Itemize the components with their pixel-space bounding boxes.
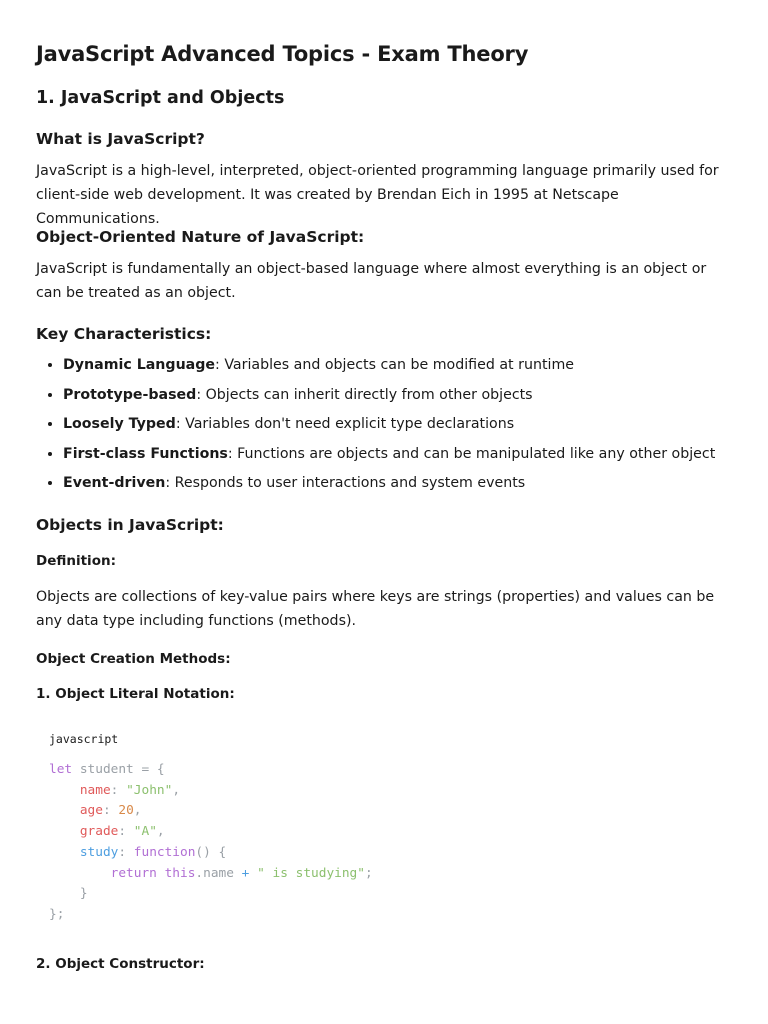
heading-what-is-javascript: What is JavaScript? (36, 130, 205, 148)
code-block (36, 722, 732, 946)
list-item-desc: : Objects can inherit directly from other objects (196, 386, 533, 403)
list-item-desc: : Variables and objects can be modified at runtime (215, 357, 574, 373)
code-token: 20 (118, 803, 134, 819)
heading-object-literal-notation: 1. Object Literal Notation: (36, 686, 235, 702)
list-item-desc: : Variables don't need explicit type declarations (175, 416, 515, 432)
code-token: "John" (126, 782, 173, 798)
list-item-term: Prototype-based (63, 386, 197, 403)
list-item (63, 410, 732, 440)
list-item-desc: : Functions are objects and can be manipulated like any other object (227, 445, 716, 462)
list-item (63, 381, 732, 411)
list-item-desc: : Responds to user interactions and system events (165, 475, 526, 491)
heading-object-creation-methods: Object Creation Methods: (36, 651, 231, 667)
code-token: name (79, 782, 111, 798)
code-body: let student = { name: "John", age: 20, grade: "A", study: function() { return this.name + " is studying"; } }; (49, 762, 373, 922)
list-item (63, 440, 732, 470)
heading-definition: Definition: (36, 553, 116, 569)
code-language-label: javascript (49, 732, 119, 746)
heading-objects-in-javascript: Objects in JavaScript: (36, 516, 224, 534)
code-token: age (79, 803, 103, 819)
heading-object-oriented-nature: Object-Oriented Nature of JavaScript: (36, 228, 365, 246)
code-token: "A" (133, 824, 157, 840)
list-item (63, 469, 732, 499)
page-title: JavaScript Advanced Topics - Exam Theory (36, 42, 529, 66)
section-heading-js-objects: 1. JavaScript and Objects (36, 88, 285, 108)
list-item-term: Loosely Typed (63, 416, 176, 432)
paragraph-what-is-javascript: JavaScript is a high-level, interpreted, object-oriented programming language primarily used for client-side web development. It was created by Brendan Eich in 1995 at Netscape Communications. (36, 163, 719, 227)
code-token: study (79, 844, 119, 860)
code-token: return (110, 865, 157, 881)
key-characteristics-list (36, 351, 732, 499)
code-token: } (79, 886, 88, 902)
code-token: " is studying" (257, 865, 365, 881)
paragraph-object-oriented-nature: JavaScript is fundamentally an object-based language where almost everything is an object or can be treated as an object. (36, 261, 707, 301)
code-token: function (133, 844, 196, 860)
code-token: () { (195, 844, 227, 860)
list-item-term: Dynamic Language (63, 357, 216, 373)
paragraph-definition: Objects are collections of key-value pairs where keys are strings (properties) and values can be any data type including functions (methods). (36, 589, 715, 629)
list-item-term: Event-driven (63, 475, 166, 491)
list-item-term: First-class Functions (63, 445, 228, 462)
code-token: student = { (72, 762, 165, 777)
heading-object-constructor: 2. Object Constructor: (36, 956, 205, 972)
code-token: }; (49, 906, 65, 922)
list-item (63, 351, 732, 381)
code-token: grade (79, 824, 119, 840)
heading-key-characteristics: Key Characteristics: (36, 325, 212, 343)
code-token: .name (195, 865, 234, 881)
code-token: + (241, 865, 250, 881)
code-token: let (49, 762, 73, 777)
code-token: this (164, 865, 196, 881)
